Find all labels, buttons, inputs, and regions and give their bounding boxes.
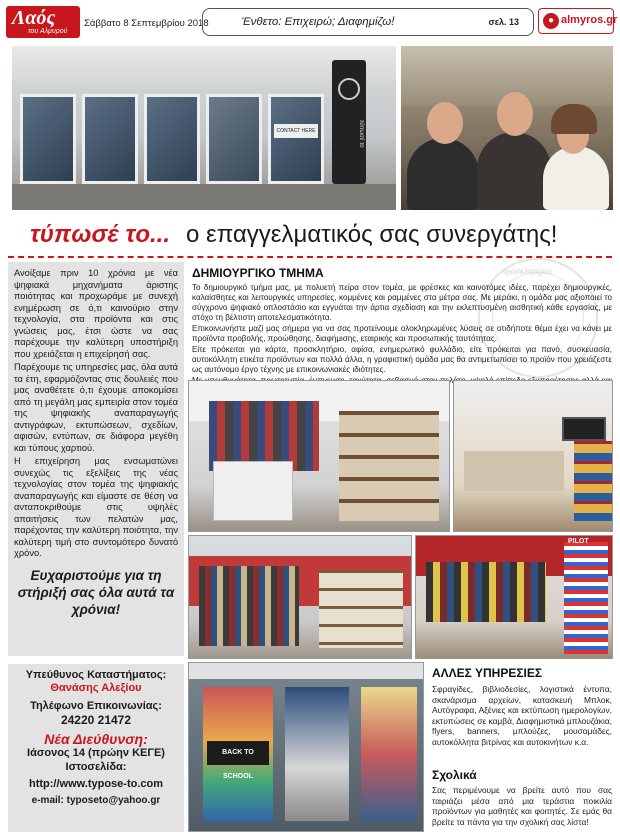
hair-right — [551, 104, 597, 134]
lips-icon: ● — [543, 13, 559, 29]
school-text: Σας περιμένουμε να βρείτε αυτό που σας ταιριάζει μέσα από μια τεράστια ποικιλία προϊόντων για μαθητές και φοιτητές. Σε εμάς θα βρείτε τα πάντα για την σχολική σας λίστα! — [432, 785, 612, 827]
face-left — [427, 102, 463, 144]
stationery-shelf — [319, 570, 403, 648]
address: Ιάσονος 14 (πρώην ΚΕΓΕ) — [27, 747, 165, 760]
banner-seal — [338, 78, 360, 100]
shop-window-photo — [188, 662, 424, 832]
page-number: σελ. 13 — [488, 17, 519, 27]
brand-text: almyros.gr — [561, 14, 618, 26]
sidewalk — [12, 184, 396, 210]
window-display-right — [361, 687, 417, 821]
back-to-school-sign: BACK TO SCHOOL — [207, 741, 269, 765]
display-rack — [574, 441, 612, 521]
newspaper-logo — [6, 6, 80, 38]
creative-paragraph: Το δημιουργικό τμήμα μας, με πολυετή πείρα στον τομέα, με φρέσκες και καινοτόμες ιδέες, παρέχει δημιουργικές, καλαίσθητες και λειτουργικές υπηρεσίες, κομμένες και ραμμένες στα μέτρα σας. Με μεράκι, η ομάδα μας αξιοποιεί το σύγχρονο ψηφιακό οπλοστάσιο και εγγυάται την άρτια σχεδίαση και την εκλεπτυσμένη αισθητική κάθε εργασίας, με στόχο τη βέλτιστη αποτελεσματικότητα. — [192, 283, 612, 322]
storefront-window — [20, 94, 76, 184]
interior-photo-displays — [415, 535, 613, 659]
team-photo — [401, 46, 613, 210]
logo-title: Λαός — [12, 7, 56, 29]
phone-label: Τηλέφωνο Επικοινωνίας: — [30, 700, 162, 713]
website-label: Ιστοσελίδα: — [65, 760, 127, 773]
services-heading: ΑΛΛΕΣ ΥΠΗΡΕΣΙΕΣ — [432, 666, 543, 680]
backpack-rack — [426, 562, 546, 622]
storefront-window — [82, 94, 138, 184]
stamp-text: προσκλητήριο — [502, 266, 552, 276]
face-center — [497, 92, 533, 136]
headline — [0, 218, 620, 252]
almyros-logo — [538, 8, 618, 34]
section-title: Ένθετο: Επιχειρώ; Διαφημίζω! — [241, 16, 395, 28]
manager-label: Υπεύθυνος Καταστήματος: — [25, 669, 167, 681]
storefront-door — [206, 94, 262, 184]
school-heading: Σχολικά — [432, 768, 477, 782]
services-text: Σφραγίδες, βιβλιοδεσίες, λογιστικά έντυπα, σκανάρισμα αρχείων, κατασκευή Μπλοκ, Αυτόγραφα, Αξένιες και εκτύπωση ημερολογίων, εκτυπώσεις σε καμβά, Διαφημιστικά μπλουζάκια, flyers, banners, μπλούζες, μουσαμάδες, αυτοκόλλητα βιτρίνας και αυτοκινήτων κ.α. — [432, 684, 612, 747]
intro-column — [8, 262, 184, 656]
copier-machine — [213, 461, 293, 521]
creative-paragraph: Επικοινωνήστε μαζί μας σήμερα για να σας προτείνουμε ολοκληρωμένες λύσεις σε οτιδήποτε θέμα έχει να κάνει με προϊόντα προβολής, προώθησης, διαφήμισης, εταιρικής και προσωπικής ταυτότητας. — [192, 323, 612, 343]
phone-number: 24220 21472 — [60, 713, 132, 728]
backpack-rack — [199, 566, 299, 646]
pilot-sign: PILOT — [568, 538, 589, 545]
interior-photo-aisle — [188, 535, 412, 659]
storefront-window — [268, 94, 324, 184]
intro-paragraph: Η επιχείρηση μας ενσωματώνει συνεχώς τις εξελίξεις της νέας τεχνολογίας στον τομέα της ψηφιακής αναπαραγωγής και είμαστε σε θέση να ανταποκριθούμε στις υψηλές απαιτήσεις των πελατών μας, παρέχοντας την καλύτερη ποιότητα, την καλύτερη τιμή στο συντομότερο δυνατό χρόνο. — [14, 456, 178, 559]
thanks-message: Ευχαριστούμε για τη στήριξή σας όλα αυτά τα χρόνια! — [17, 567, 175, 617]
window-display-center — [285, 687, 349, 821]
headline-brand: τύπωσέ το... — [30, 221, 171, 248]
creative-heading: ΔΗΜΙΟΥΡΓΙΚΟ ΤΜΗΜΑ — [192, 266, 324, 280]
website-link[interactable]: http://www.typose-to.com — [28, 777, 164, 790]
issue-date: Σάββατο 8 Σεπτεμβρίου 2018 — [84, 18, 209, 29]
service-counter — [464, 451, 564, 491]
manager-name: Θανάσης Αλεξίου — [50, 682, 142, 695]
interior-photo-counter — [188, 380, 450, 532]
creative-paragraph: Είτε πρόκειται για κάρτα, προσκλητήριο, αφίσα, ενημερωτικό φυλλάδιο, είτε πρόκειται για πανό, συσκευασία, αυτοκόλλητη ετικέτα προϊόντων και πολλά άλλα, η γραφιστική ομάδα μας θα αντιμετωπίσει το προϊόν που χρειάζεστε ως αυτόνομο έργο τέχνης με επικοινωνιακές ιδιότητες. — [192, 344, 612, 374]
storefront-photo — [12, 46, 396, 210]
person-right — [543, 146, 609, 210]
person-center — [477, 132, 551, 210]
shelving — [339, 411, 439, 521]
pen-display — [564, 542, 608, 654]
email-address[interactable]: e-mail: typoseto@yahoo.gr — [31, 794, 161, 806]
section-box — [202, 8, 534, 36]
headline-slogan: ο επαγγελματικός σας συνεργάτης! — [186, 221, 558, 248]
person-left — [407, 138, 479, 210]
address-heading: Νέα Διεύθυνση: — [44, 731, 148, 748]
logo-subtitle: του Αλμυρού — [28, 28, 68, 35]
interior-photo-desk — [453, 380, 613, 532]
storefront-sign: CONTACT HERE — [274, 124, 318, 138]
storefront-window — [144, 94, 200, 184]
vertical-banner — [332, 60, 366, 184]
window-frame — [189, 663, 424, 679]
tv-screen — [562, 417, 606, 441]
intro-paragraph: Ανοίξαμε πριν 10 χρόνια με νέα ψηφιακά μηχανήματα άριστης ποιότητας και προχωράμε με συνεχή ενημέρωση σε ό,τι καινούριο στην τεχνολογία, στα προϊόντα και στις γνώσεις μας, έτσι ώστε να σας παρέχουμε την καλύτερη υποστήριξη που χρειάζεται η επιχείρησή σας. — [14, 268, 178, 359]
headline-divider — [8, 256, 612, 258]
intro-paragraph: Παρέχουμε τις υπηρεσίες μας, όλα αυτά τα έτη, εφαρμόζοντας στις δουλειές που μας αναθέτετε ό,τι έχουμε αποκομίσει από τη μεγάλη μας εμπειρία στον τομέα της ψηφιακής αναπαραγωγής αντιγράφων, εκτυπώσεων, σχεδίων, αφισών, εντύπων, σε διάφορα μεγέθη και τύπους χαρτιού. — [14, 362, 178, 453]
banner-text: τύπωσέ το — [358, 120, 364, 148]
page-header — [6, 6, 618, 40]
contact-box — [8, 664, 184, 832]
